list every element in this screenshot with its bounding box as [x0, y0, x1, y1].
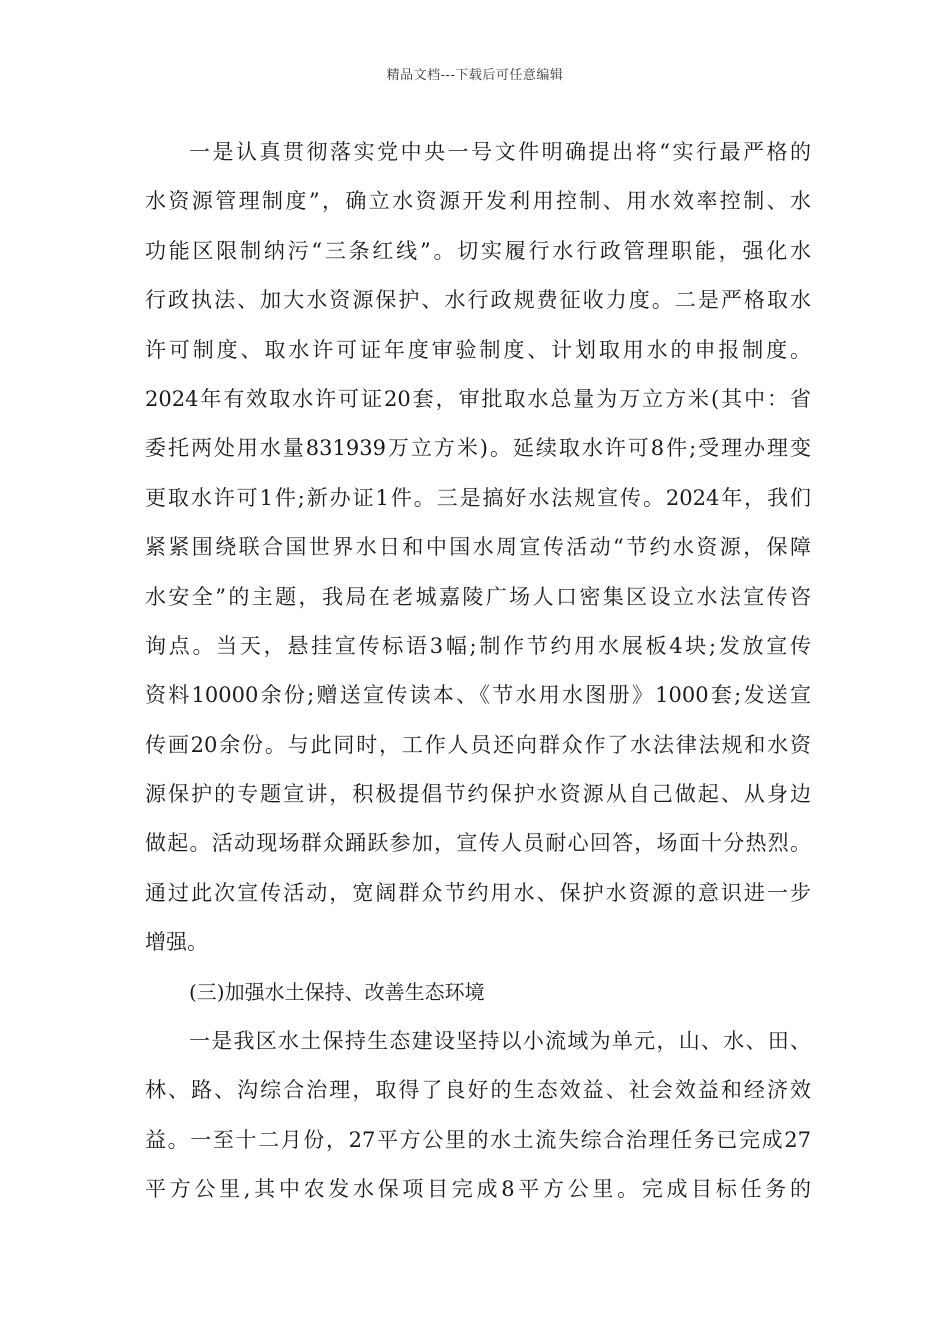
text-line: 平方公里,其中农发水保项目完成8平方公里。完成目标任务的	[145, 1177, 811, 1202]
text-line: 功能区限制纳污“三条红线”。切实履行水行政管理职能，强化水	[145, 238, 811, 263]
text-line: 2024年有效取水许可证20套，审批取水总量为万立方米(其中：省	[145, 386, 811, 411]
text-line: 水资源管理制度”，确立水资源开发利用控制、用水效率控制、水	[145, 189, 811, 214]
text-line: 做起。活动现场群众踊跃参加，宣传人员耐心回答，场面十分热烈。	[145, 831, 811, 856]
text-line: 一是我区水土保持生态建设坚持以小流域为单元，山、水、田、	[189, 1029, 811, 1054]
text-line: 资料10000余份;赠送宣传读本、《节水用水图册》1000套;发送宣	[145, 683, 811, 708]
text-line: 林、路、沟综合治理，取得了良好的生态效益、社会效益和经济效	[145, 1078, 811, 1103]
text-line: 传画20余份。与此同时，工作人员还向群众作了水法律法规和水资	[145, 732, 811, 757]
text-line: 更取水许可1件;新办证1件。三是搞好水法规宣传。2024年，我们	[145, 485, 811, 510]
text-line: 行政执法、加大水资源保护、水行政规费征收力度。二是严格取水	[145, 288, 811, 313]
page-header: 精品文档---下载后可任意编辑	[386, 68, 564, 83]
text-line: 通过此次宣传活动，宽阔群众节约用水、保护水资源的意识进一步	[145, 880, 811, 905]
text-line: 紧紧围绕联合国世界水日和中国水周宣传活动“节约水资源，保障	[145, 535, 811, 560]
text-line: 源保护的专题宣讲，积极提倡节约保护水资源从自己做起、从身边	[145, 782, 811, 807]
text-line: 增强。	[145, 930, 208, 955]
text-line: 益。一至十二月份，27平方公里的水土流失综合治理任务已完成27	[145, 1127, 811, 1152]
text-line: 委托两处用水量831939万立方米)。延续取水许可8件;受理办理变	[145, 436, 811, 461]
section-heading: (三)加强水土保持、改善生态环境	[189, 979, 485, 1004]
text-line: 一是认真贯彻落实党中央一号文件明确提出将“实行最严格的	[189, 140, 811, 164]
text-line: 询点。当天，悬挂宣传标语3幅;制作节约用水展板4块;发放宣传	[145, 633, 811, 658]
text-line: 许可制度、取水许可证年度审验制度、计划取用水的申报制度。	[145, 337, 811, 362]
document-body	[145, 128, 811, 1215]
text-line: 水安全”的主题，我局在老城嘉陵广场人口密集区设立水法宣传咨	[145, 584, 811, 609]
